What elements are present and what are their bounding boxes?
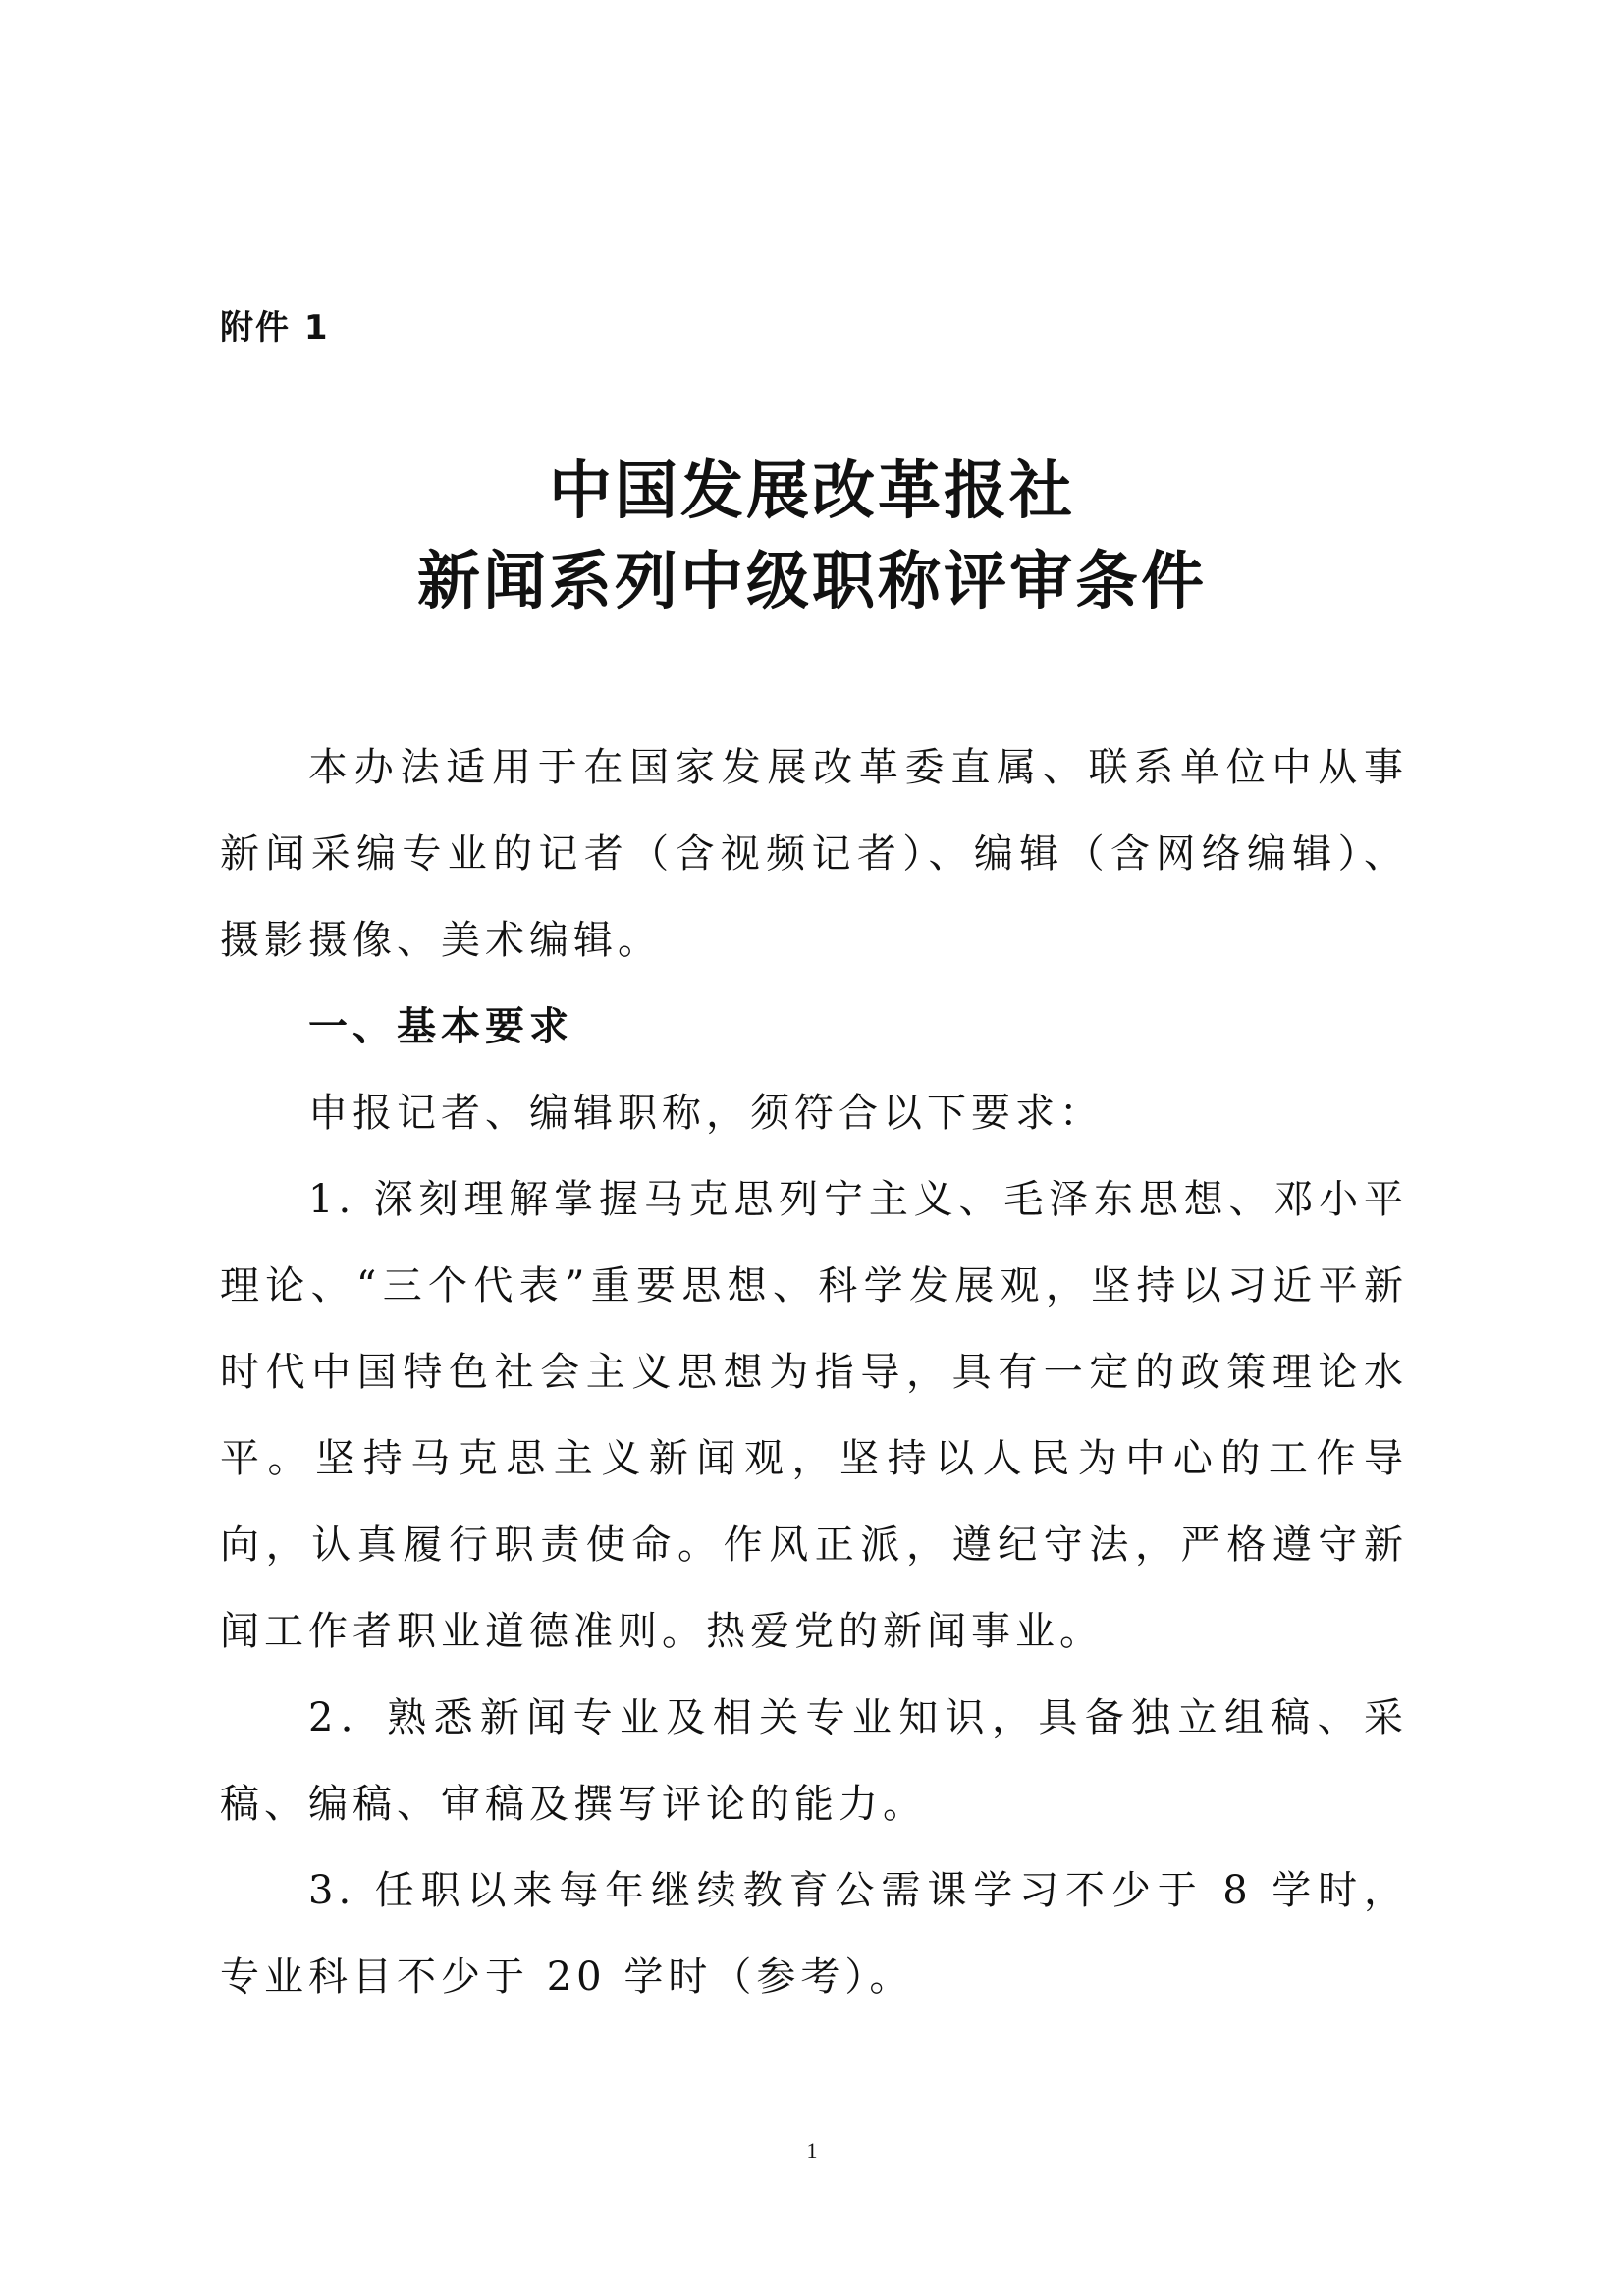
document-body xyxy=(220,724,1408,2020)
section-heading-basic-requirements: 一、基本要求 xyxy=(308,1004,573,1049)
intro-paragraph: 本办法适用于在国家发展改革委直属、联系单位中从事新闻采编专业的记者（含视频记者）、编辑（含网络编辑）、摄影摄像、美术编辑。 xyxy=(220,745,1408,963)
title-line-2: 新闻系列中级职称评审条件 xyxy=(417,545,1207,618)
document-title xyxy=(0,447,1624,627)
requirement-item-1: 1. 深刻理解掌握马克思列宁主义、毛泽东思想、邓小平理论、“三个代表”重要思想、科学发展观，坚持以习近平新时代中国特色社会主义思想为指导，具有一定的政策理论水平。坚持马克思主义新闻观，坚持以人民为中心的工作导向，认真履行职责使命。作风正派，遵纪守法，严格遵守新闻工作者职业道德准则。热爱党的新闻事业。 xyxy=(220,1177,1408,1654)
title-line-1: 中国发展改革报社 xyxy=(549,454,1075,528)
requirements-lead: 申报记者、编辑职称，须符合以下要求： xyxy=(308,1091,1104,1136)
attachment-label: 附件 1 xyxy=(220,308,330,347)
requirement-item-2: 2．熟悉新闻专业及相关专业知识，具备独立组稿、采稿、编稿、审稿及撰写评论的能力。 xyxy=(220,1695,1408,1827)
requirement-item-3: 3. 任职以来每年继续教育公需课学习不少于 8 学时，专业科目不少于 20 学时（参考）。 xyxy=(220,1868,1408,2000)
page-number: 1 xyxy=(806,2138,818,2163)
